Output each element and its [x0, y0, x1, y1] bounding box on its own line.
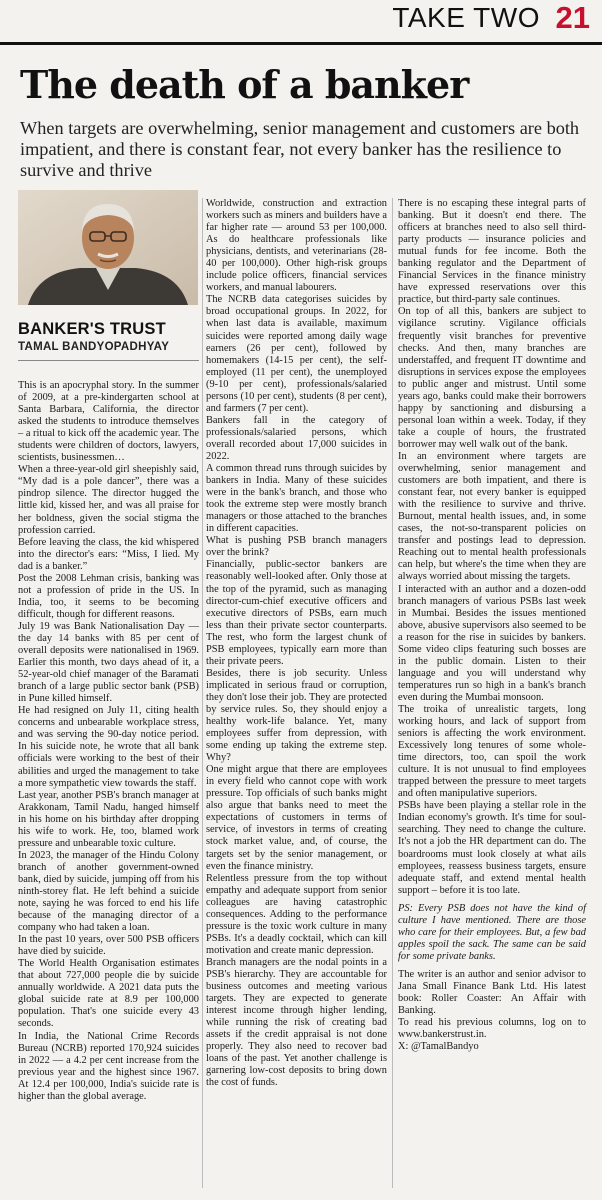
column-2	[206, 198, 387, 1089]
paragraph: Bankers fall in the category of professionals/salaried persons, which overall recorded about 17,000 suicides in 2022.	[206, 414, 387, 462]
paragraph: What is pushing PSB branch managers over the brink?	[206, 535, 387, 559]
social-handle: X: @TamalBandyo	[398, 1041, 479, 1053]
paragraph: In the past 10 years, over 500 PSB officers have died by suicide.	[18, 934, 199, 958]
masthead	[0, 0, 602, 44]
author-bio: The writer is an author and senior advisor to Jana Small Finance Bank Ltd. His latest book: Roller Coaster: An Affair with Banking.	[398, 968, 586, 1017]
paragraph: The World Health Organisation estimates that about 727,000 people die by suicide annually worldwide. A 2021 data puts the global suicide rate at 8.9 per 100,000 population. That's one suicide every 43 seconds.	[18, 958, 199, 1030]
author-name: TAMAL BANDYOPADHYAY	[18, 341, 170, 353]
paragraph: Financially, public-sector bankers are reasonably well-looked after. Only those at the top of the pyramid, such as managing director-cum-chief executive officers and executive directors of PSBs, earn much less than their private sector counterparts. The rest, who form the largest chunk of PSB employees, typically earn more than their private peers.	[206, 559, 387, 667]
paragraph: The NCRB data categorises suicides by broad occupational groups. In 2022, for when last data is available, maximum suicides were reported among daily wage earners (26 per cent), followed by homemakers (14-15 per cent), the self-employed (11 per cent), the unemployed (9-10 per cent), professionals/salaried persons (10 per cent), students (8 per cent), and farmers (7 per cent).	[206, 294, 387, 414]
standfirst: When targets are overwhelming, senior management and customers are both impatient, and there is constant fear, not every banker has the resilience to survive and thrive	[20, 118, 580, 180]
paragraph: In 2023, the manager of the Hindu Colony branch of another government-owned bank, died by suicide, jumping off from his ninth-storey flat. He left behind a suicide note, saying he was forced to end his life because of the managing director of a company who had taken a loan.	[18, 849, 199, 934]
paragraph: In an environment where targets are overwhelming, senior management and customers are both impatient, and there is constant fear, not every banker is equipped with the resilience to survive and thrive. Burnout, mental health issues, and, in some cases, the not-so-transparent policies on transfer and postings lead to depression. Reaching out to mental health professionals can help, but where's the time when they are always worried about missing the targets.	[398, 450, 586, 583]
headline: The death of a banker	[20, 62, 469, 107]
column-divider	[392, 198, 393, 1188]
paragraph: PSBs have been playing a stellar role in the Indian economy's growth. It's time for soul-searching. They need to change the culture. It's not a job the HR department can do. The boardrooms must look closely at what ails employees, reassess business targets, ensure adequate staff, and extend mental health support – before it is too late.	[398, 800, 586, 896]
paragraph: Post the 2008 Lehman crisis, banking was not a profession of pride in the US. In India, too, it seems to be becoming difficult, though for different reasons.	[18, 572, 199, 620]
paragraph: Last year, another PSB's branch manager at Arakkonam, Tamil Nadu, hanged himself in his home on his birthday after dropping his wife to work. He, too, blamed work pressure and unbearable toxic culture.	[18, 789, 199, 849]
column-3	[398, 198, 586, 1053]
paragraph: Branch managers are the nodal points in a PSB's hierarchy. They are accountable for business outcomes and meeting various targets. They are expected to generate interest income through higher lending, while running the risk of creating bad assets if the credit appraisal is not done properly. They also need to recover bad loans of the past. Yet another challenge is garnering low-cost deposits to bring down the cost of funds.	[206, 956, 387, 1089]
paragraph: July 19 was Bank Nationalisation Day — the day 14 banks with 85 per cent of overall deposits were nationalised in 1969. Earlier this month, two days ahead of it, a 52-year-old chief manager of the Baramati branch of a large public sector bank (PSB) in Pune killed himself.	[18, 620, 199, 705]
read-more-line: To read his previous columns, log on to www.bankerstrust.in.	[398, 1017, 586, 1041]
column-1	[18, 380, 199, 1103]
masthead-rule	[0, 42, 602, 45]
paragraph: A common thread runs through suicides by bankers in India. Many of these suicides were in the bank's branch, and those who took the extreme step were mostly branch managers or those attached to the branches in different capacities.	[206, 463, 387, 535]
paragraph: This is an apocryphal story. In the summer of 2009, at a pre-kindergarten school at Santa Barbara, California, the director asked the students to introduce themselves – a ritual to kick off the academic year. The students were children of doctors, lawyers, scientists, businessmen…	[18, 380, 199, 464]
paragraph: On top of all this, bankers are subject to vigilance scrutiny. Vigilance officials frequently visit branches for preventive checks. And then, many branches are understaffed, and frequent IT downtime and disruptions in services expose the employees to public anger and mistrust. Until some years ago, banks could make their borrowers happy by sanctioning and disbursing a personal loan within a week. Today, if they take a couple of hours, the frustrated borrower may well walk out of the bank.	[398, 306, 586, 450]
paragraph: Relentless pressure from the top without empathy and adequate support from senior colleagues are having catastrophic consequences. Adding to the performance pressure is the toxic work culture in many PSBs. It's a deadly cocktail, which can kill motivation and create manic depression.	[206, 872, 387, 956]
author-portrait	[18, 190, 198, 305]
section-title: TAKE TWO	[392, 2, 540, 33]
column-name: BANKER'S TRUST	[18, 320, 166, 338]
paragraph: Besides, there is job security. Unless implicated in serious fraud or corruption, they don't lose their job. They are protected by service rules. So, they should enjoy a healthy work-life balance. Yet, many employees suffer from depression, with some ending up taking the extreme step. Why?	[206, 667, 387, 764]
paragraph: There is no escaping these integral parts of banking. But it doesn't end there. The officers at branches need to also sell third-party products — insurance policies and mutual funds for fee income. Both the banking regulator and the Department of Financial Services in the finance ministry have expressed reservations over this practice, but third-party sale continues.	[398, 198, 586, 306]
paragraph: I interacted with an author and a dozen-odd branch managers of various PSBs last week in Mumbai. Besides the issues mentioned above, abusive supervisors also seemed to be a reason for the rise in suicides by bankers. Some video clips featuring such bosses are in the public domain. Listen to their language and you will understand why temperatures run so high in a bank's branch even during the Mumbai monsoon.	[398, 583, 586, 703]
byline-rule	[18, 360, 199, 361]
paragraph: The troika of unrealistic targets, long working hours, and lack of support from seniors is affecting the work environment. Excessively long tenures of some whole-time directors, too, can spoil the work culture. It is not unusual to find employees trapped between the pressure to meet targets and often manipulative superiors.	[398, 703, 586, 800]
paragraph: He had resigned on July 11, citing health concerns and unbearable workplace stress, and was serving the 90-day notice period. In his suicide note, he wrote that all bank officials were working to the best of their abilities and urged the management to take a more sympathetic view towards the staff.	[18, 705, 199, 789]
paragraph: Worldwide, construction and extraction workers such as miners and builders have a far higher rate — around 53 per 100,000. As do healthcare professionals like physicians, dentists, and veterinarians (28-40 per 100,000). Other high-risk groups include police officers, financial services workers, and manual labourers.	[206, 198, 387, 294]
paragraph: When a three-year-old girl sheepishly said, “My dad is a pole dancer”, there was a pindrop silence. The director hugged the little kid, kissed her, and was all praise for her boldness, given the social stigma the profession carried.	[18, 464, 199, 536]
page-number: 21	[555, 0, 590, 35]
paragraph: Before leaving the class, the kid whispered into the director's ears: “Miss, I lied. My dad is a banker.”	[18, 536, 199, 572]
postscript: PS: Every PSB does not have the kind of culture I have mentioned. There are those who care for their employees. But, a few bad apples spoil the sack. The same can be said for some private banks.	[398, 902, 586, 962]
paragraph: One might argue that there are employees in every field who cannot cope with work pressure. Top officials of such banks might also argue that banks need to meet the expectations of customers in terms of service, of investors in terms of creating stock market value, and, of course, the targets set by the senior management, or even the finance ministry.	[206, 764, 387, 872]
paragraph: In India, the National Crime Records Bureau (NCRB) reported 170,924 suicides in 2022 — a 4.2 per cent increase from the previous year and the highest since 1967. At 12.4 per 100,000, India's suicide rate is higher than the global average.	[18, 1030, 199, 1102]
column-divider	[202, 198, 203, 1188]
